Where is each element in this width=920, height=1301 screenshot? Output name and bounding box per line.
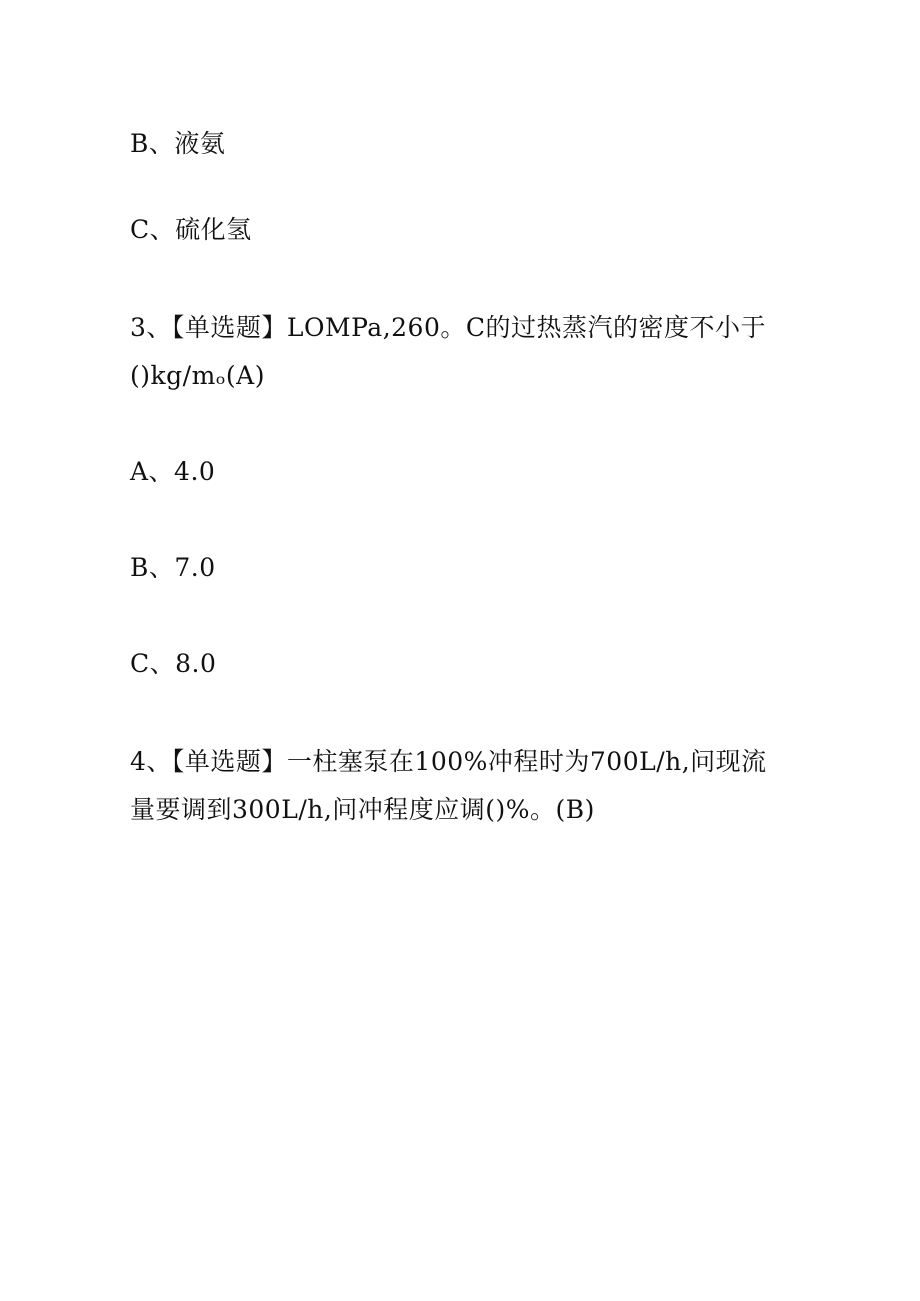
- q2-option-b: B、液氨: [130, 129, 226, 158]
- q2-option-c: C、硫化氢: [130, 215, 252, 244]
- q3-option-a: A、4.0: [130, 457, 216, 486]
- q3-stem-line-1: 3、【单选题】LOMPa,260。C的过热蒸汽的密度不小于: [130, 313, 766, 342]
- q3-option-c: C、8.0: [130, 649, 217, 678]
- q3-stem-line-2: ()kg/mₒ(A): [130, 361, 265, 390]
- q3-option-b: B、7.0: [130, 553, 216, 582]
- q4-stem-line-2: 量要调到300L/h,问冲程度应调()%。(B): [130, 795, 595, 824]
- q4-stem-line-1: 4、【单选题】一柱塞泵在100%冲程时为700L/h,问现流: [130, 747, 767, 776]
